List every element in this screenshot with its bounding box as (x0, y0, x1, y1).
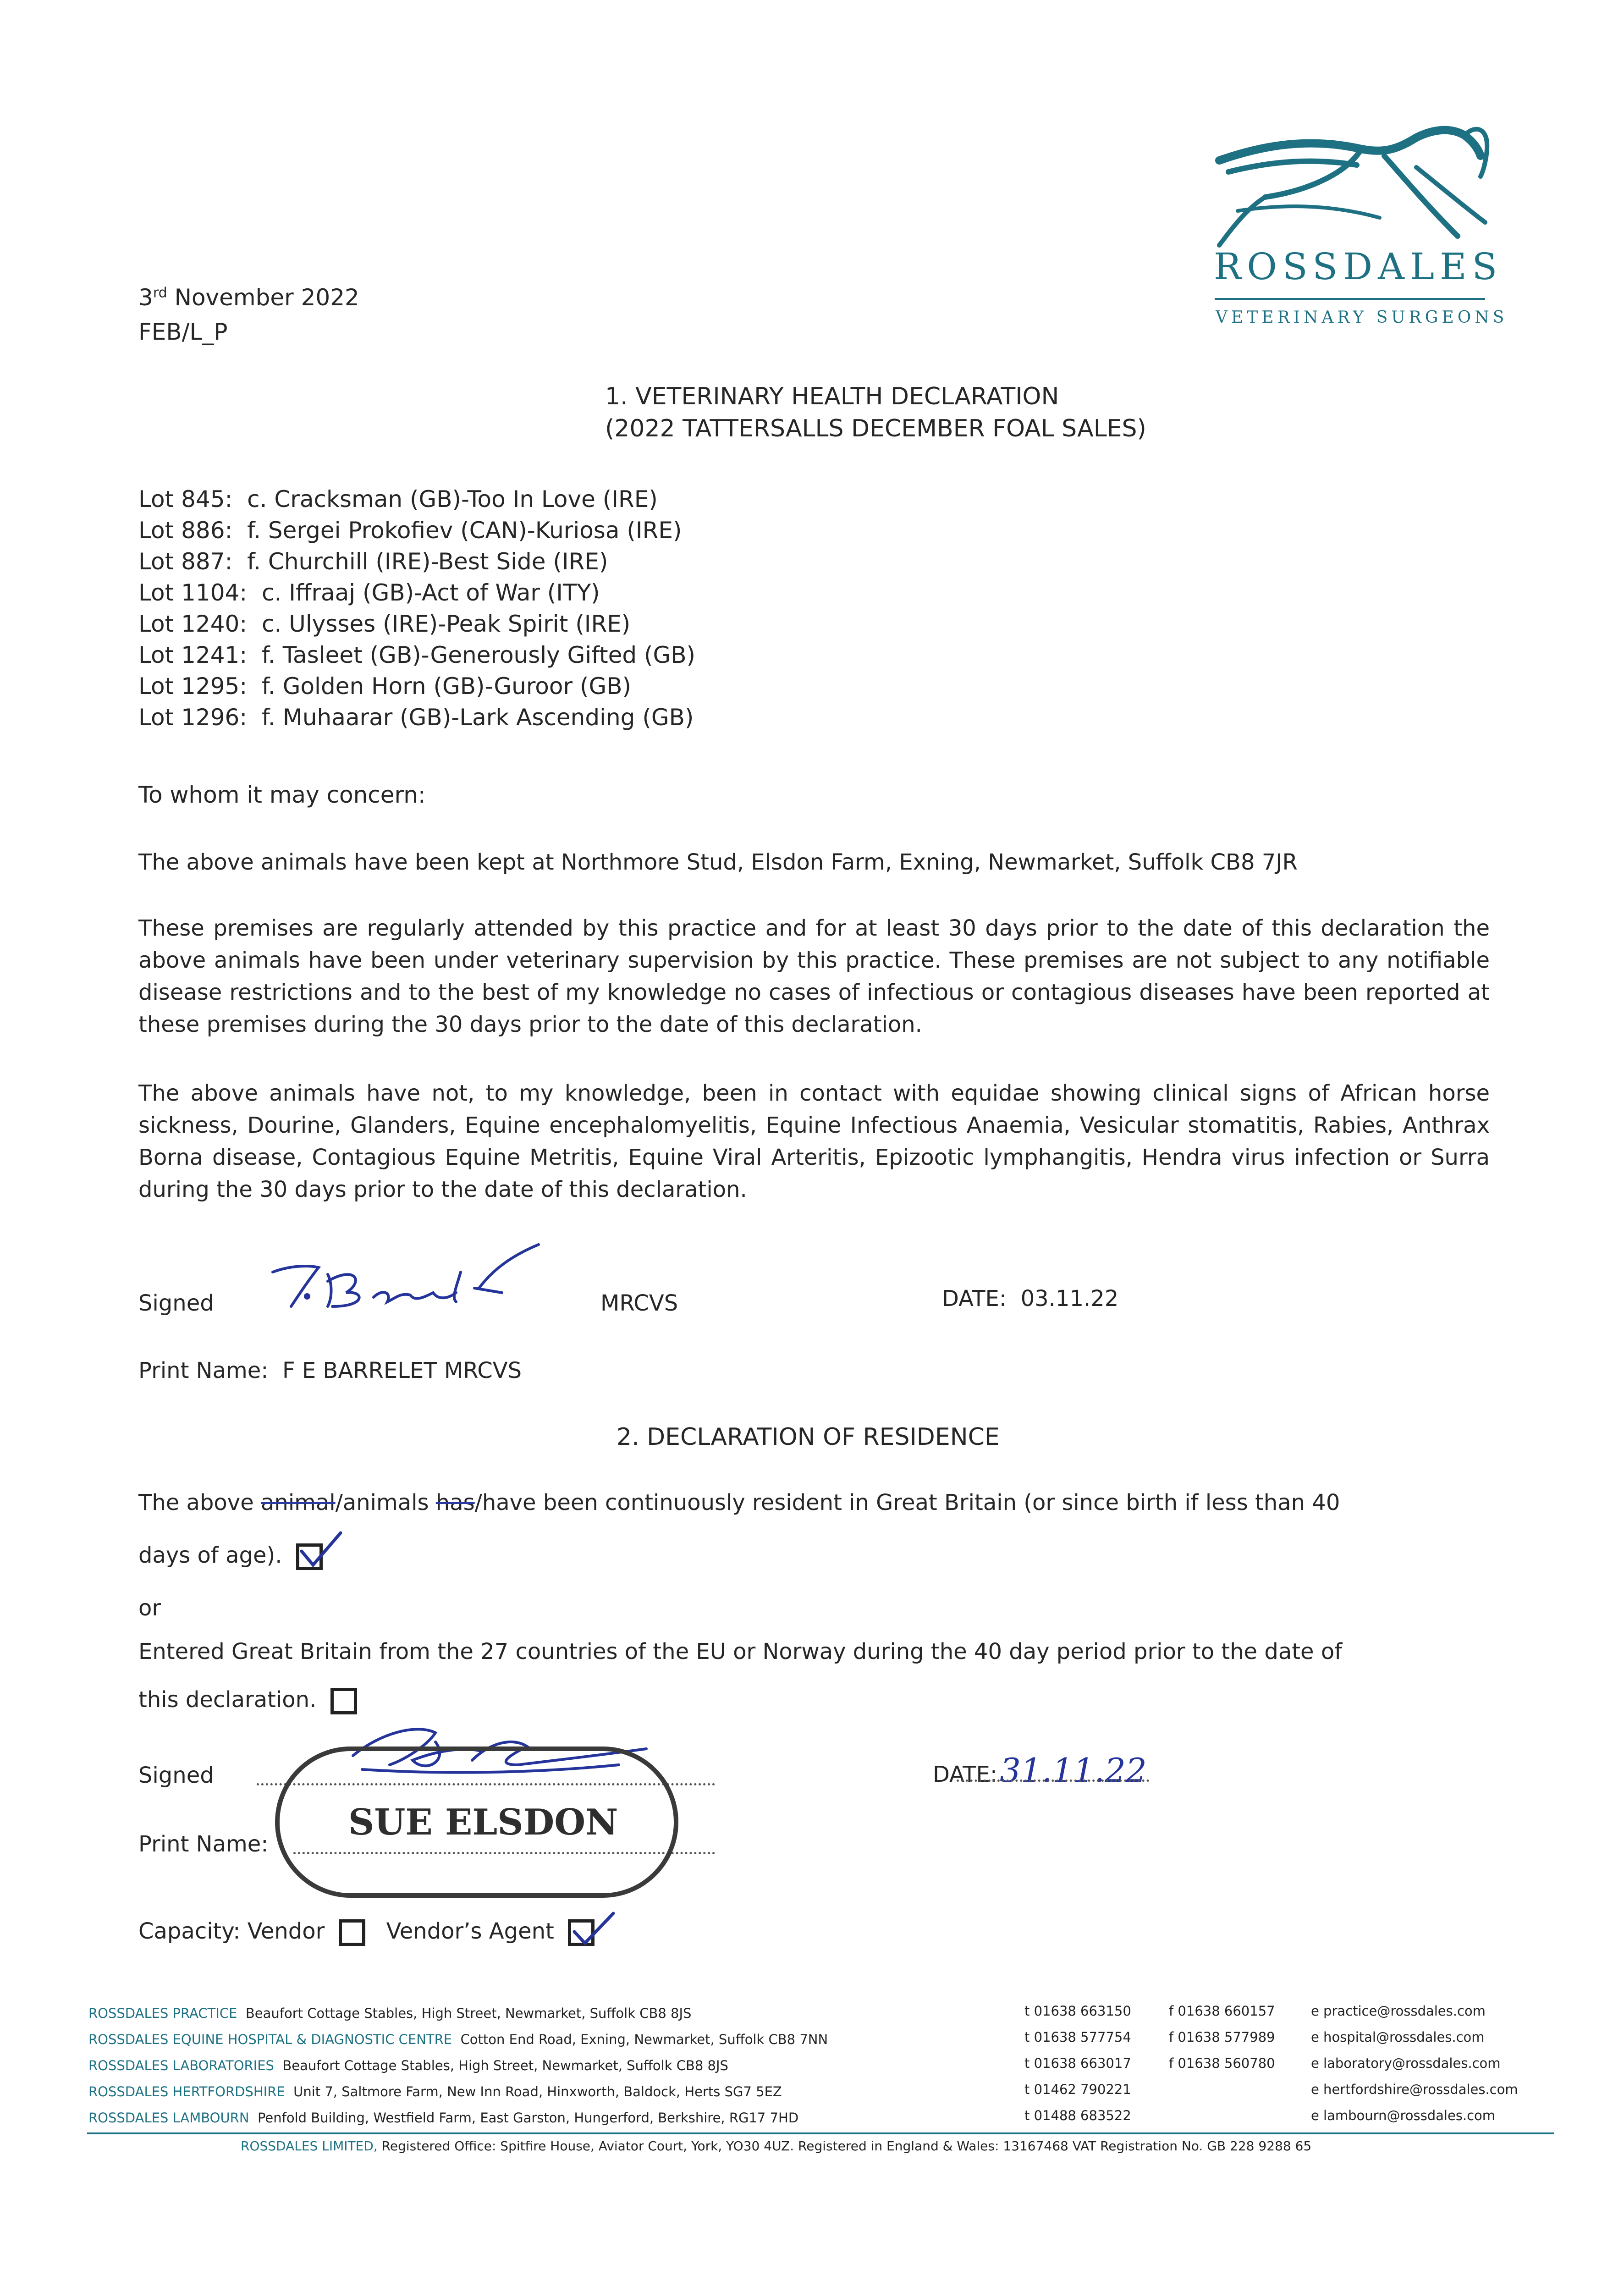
list-item: Lot 1296: f. Muhaarar (GB)-Lark Ascending (GB) (138, 704, 694, 731)
capacity-row (138, 1918, 595, 1946)
footer-tel: t 01488 683522 (1024, 2108, 1131, 2123)
vendor-date-label: DATE: (933, 1762, 998, 1787)
footer-row: ROSSDALES EQUINE HOSPITAL & DIAGNOSTIC CENTRE Cotton End Road, Exning, Newmarket, Suffolk CB8 7NN (88, 2032, 828, 2047)
list-item: Lot 1241: f. Tasleet (GB)-Generously Gifted (GB) (138, 642, 696, 668)
residence-line-1: The above animal/animals has/have been continuously resident in Great Britain (or since birth if less than 40 (138, 1490, 1340, 1515)
footer-tel: t 01638 577754 (1024, 2029, 1131, 2045)
list-item: Lot 1240: c. Ulysses (IRE)-Peak Spirit (IRE) (138, 611, 631, 637)
vendors-agent-checkbox[interactable] (568, 1919, 595, 1946)
vendor-date-value: 31.11.22 (1000, 1751, 1147, 1790)
contact-paragraph: The above animals have not, to my knowledge, been in contact with equidae showing clinical signs of African horse sickness, Dourine, Glanders, Equine encephalomyelitis, Equine Infectious Anaemia, Vesicular stomatitis, Rabies, Anthrax Borna disease, Contagious Equine Metritis, Equine Viral Arteritis, Epizootic lymphangitis, Hendra virus infection or Surra during the 30 days prior to the date of this declaration. (138, 1080, 1490, 1202)
vet-date-value: 03.11.22 (1020, 1286, 1119, 1311)
vet-date-label: DATE: (942, 1286, 1007, 1311)
struck-has: has (435, 1490, 475, 1515)
footer-row: ROSSDALES PRACTICE Beaufort Cottage Stables, High Street, Newmarket, Suffolk CB8 8JS (88, 2006, 692, 2021)
vet-print-name (138, 1358, 522, 1383)
letter-date: 3rd November 2022 (138, 284, 359, 311)
footer-tel: t 01462 790221 (1024, 2082, 1131, 2097)
residence-line-2: days of age). (138, 1543, 323, 1570)
footer-row: ROSSDALES LAMBOURN Penfold Building, Westfield Farm, East Garston, Hungerford, Berkshire, RG17 7HD (88, 2110, 799, 2126)
list-item: Lot 845: c. Cracksman (GB)-Too In Love (IRE) (138, 486, 658, 512)
vendors-agent-label: Vendor’s Agent (386, 1918, 554, 1944)
list-item: Lot 887: f. Churchill (IRE)-Best Side (IRE) (138, 548, 608, 575)
footer-email[interactable]: e hertfordshire@rossdales.com (1311, 2082, 1518, 2097)
check-mark-icon (567, 1904, 618, 1955)
footer-fax: f 01638 560780 (1169, 2055, 1275, 2071)
footer-email[interactable]: e lambourn@rossdales.com (1311, 2108, 1496, 2123)
vendor-date (933, 1751, 1149, 1790)
health-declaration-title: 1. VETERINARY HEALTH DECLARATION (605, 383, 1059, 410)
health-declaration-subtitle: (2022 TATTERSALLS DECEMBER FOAL SALES) (605, 415, 1146, 442)
list-item: Lot 886: f. Sergei Prokofiev (CAN)-Kuriosa (IRE) (138, 517, 682, 544)
vet-print-name-label: Print Name: (138, 1358, 269, 1383)
vendor-checkbox[interactable] (339, 1919, 365, 1946)
footer-tel: t 01638 663017 (1024, 2055, 1131, 2071)
footer-fax: f 01638 577989 (1169, 2029, 1275, 2045)
brand-rule (1215, 298, 1485, 300)
vet-qualification: MRCVS (600, 1290, 678, 1316)
name-stamp-text: SUE ELSDON (348, 1802, 618, 1843)
vet-date (942, 1286, 1118, 1311)
footer-tel: t 01638 663150 (1024, 2003, 1131, 2019)
supervision-paragraph: These premises are regularly attended by this practice and for at least 30 days prior to the date of this declaration the above animals have been under veterinary supervision by this practice. These premises are not subject to any notifiable disease restrictions and to the best of my knowledge no cases of infectious or contagious diseases have been reported at these premises during the 30 days prior to the date of this declaration. (138, 915, 1490, 1037)
residence-line-3: Entered Great Britain from the 27 countries of the EU or Norway during the 40 day period prior to the date of (138, 1639, 1343, 1664)
residence-line-4: this declaration. (138, 1687, 357, 1714)
footer-email[interactable]: e laboratory@rossdales.com (1311, 2055, 1501, 2071)
salutation: To whom it may concern: (138, 782, 426, 808)
struck-animal: animal (260, 1490, 336, 1515)
footer-row: ROSSDALES HERTFORDSHIRE Unit 7, Saltmore Farm, New Inn Road, Hinxworth, Baldock, Herts SG7 5EZ (88, 2084, 782, 2099)
capacity-vendor-label: Capacity: Vendor (138, 1918, 325, 1944)
brand-tagline: VETERINARY SURGEONS (1216, 308, 1508, 327)
residence-declaration-title: 2. DECLARATION OF RESIDENCE (617, 1423, 1000, 1451)
footer-fax: f 01638 660157 (1169, 2003, 1275, 2019)
or-text: or (138, 1595, 161, 1621)
resident-checkbox[interactable] (296, 1543, 323, 1570)
check-mark-icon (295, 1526, 345, 1576)
footer-rule (87, 2132, 1554, 2134)
horse-logo-icon (1210, 117, 1494, 254)
brand-name: ROSSDALES (1214, 245, 1503, 288)
vet-print-name-value: F E BARRELET MRCVS (282, 1358, 522, 1383)
list-item: Lot 1295: f. Golden Horn (GB)-Guroor (GB) (138, 673, 631, 700)
vendor-print-name-label: Print Name: (138, 1831, 269, 1857)
vendor-date-line (957, 1780, 1149, 1782)
footer-company-line: ROSSDALES LIMITED, Registered Office: Spitfire House, Aviator Court, York, YO30 4UZ. Registered in England & Wales: 13167468 VAT Registration No. GB 228 9288 65 (241, 2138, 1312, 2154)
letter-reference: FEB/L_P (138, 319, 228, 345)
footer-email[interactable]: e practice@rossdales.com (1311, 2003, 1486, 2019)
premises-paragraph: The above animals have been kept at Northmore Stud, Elsdon Farm, Exning, Newmarket, Suffolk CB8 7JR (138, 849, 1298, 875)
list-item: Lot 1104: c. Iffraaj (GB)-Act of War (ITY) (138, 579, 600, 606)
footer-row: ROSSDALES LABORATORIES Beaufort Cottage Stables, High Street, Newmarket, Suffolk CB8 8JS (88, 2058, 728, 2073)
vendor-signed-label: Signed (138, 1763, 214, 1788)
vet-signature-image (264, 1238, 548, 1320)
footer-email[interactable]: e hospital@rossdales.com (1311, 2029, 1485, 2045)
vet-signed-label: Signed (138, 1290, 214, 1316)
